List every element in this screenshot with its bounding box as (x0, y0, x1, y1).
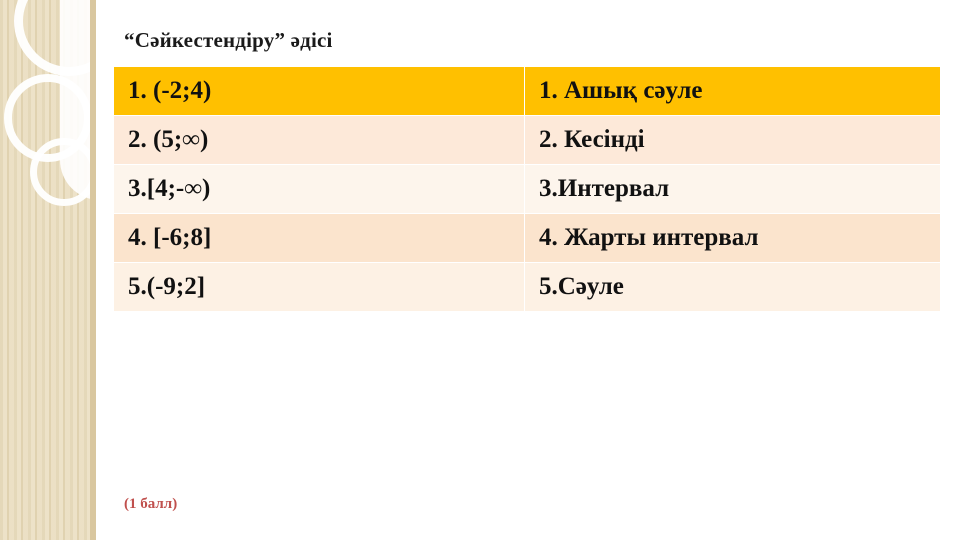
table-row (114, 116, 941, 165)
page-title: “Сәйкестендіру” әдісі (124, 28, 333, 52)
band-edge (90, 0, 96, 540)
table-row (114, 263, 941, 312)
table-row (114, 67, 941, 116)
table-cell-left: 5.(-9;2] (114, 263, 525, 312)
decorative-left-band (0, 0, 96, 540)
table-cell-left: 2. (5;∞) (114, 116, 525, 165)
score-footnote: (1 балл) (124, 496, 178, 512)
table-cell-right: 4. Жарты интервал (525, 214, 941, 263)
table-cell-right: 2. Кесінді (525, 116, 941, 165)
table-cell-right: 1. Ашық сәуле (525, 67, 941, 116)
table-cell-left: 1. (-2;4) (114, 67, 525, 116)
table-cell-right: 3.Интервал (525, 165, 941, 214)
table-cell-left: 4. [-6;8] (114, 214, 525, 263)
table-cell-right: 5.Сәуле (525, 263, 941, 312)
circle-decoration-icon (30, 138, 96, 206)
table-row (114, 214, 941, 263)
table-cell-left: 3.[4;-∞) (114, 165, 525, 214)
matching-table (113, 66, 941, 312)
table-row (114, 165, 941, 214)
